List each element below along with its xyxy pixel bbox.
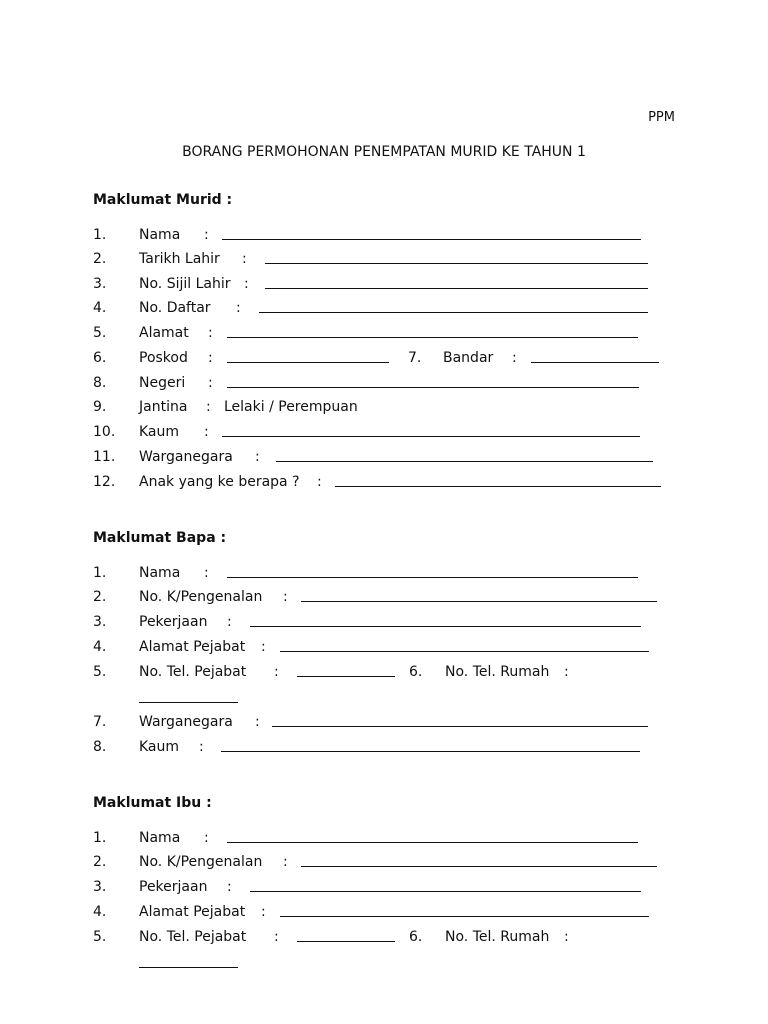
field-colon: : — [564, 929, 569, 945]
field-label: No. Tel. Pejabat — [139, 664, 247, 680]
ibu-kp-field[interactable] — [301, 852, 657, 867]
bapa-pekerjaan-field[interactable] — [250, 612, 641, 627]
field-colon: : — [317, 474, 322, 490]
ibu-tel-rumah-field[interactable] — [139, 953, 238, 968]
row-number-2: 7. — [408, 350, 422, 366]
field-colon: : — [512, 350, 517, 366]
field-label: Kaum — [139, 739, 180, 755]
field-label: Negeri — [139, 375, 186, 391]
bapa-alamat-pejabat-field[interactable] — [280, 637, 649, 652]
row-number-2: 6. — [409, 664, 423, 680]
field-colon: : — [274, 664, 279, 680]
row-number-2: 6. — [409, 929, 423, 945]
field-label: Jantina — [139, 399, 188, 415]
row-number: 11. — [93, 449, 116, 465]
bapa-warganegara-field[interactable] — [272, 712, 648, 727]
anak-ke-field[interactable] — [335, 472, 661, 487]
field-colon: : — [564, 664, 569, 680]
nama-field[interactable] — [222, 225, 641, 240]
sijil-lahir-field[interactable] — [265, 274, 648, 289]
field-label: Kaum — [139, 424, 180, 440]
section-heading-ibu: Maklumat Ibu : — [93, 795, 212, 811]
row-number: 10. — [93, 424, 116, 440]
field-label: Pekerjaan — [139, 879, 208, 895]
field-colon: : — [255, 714, 260, 730]
row-number: 3. — [93, 614, 107, 630]
section-heading-bapa: Maklumat Bapa : — [93, 530, 227, 546]
bapa-nama-field[interactable] — [227, 563, 638, 578]
row-number: 8. — [93, 375, 107, 391]
row-number: 5. — [93, 325, 107, 341]
field-label-2: Bandar — [443, 350, 494, 366]
field-label: Alamat — [139, 325, 189, 341]
row-number: 2. — [93, 589, 107, 605]
field-label: Nama — [139, 565, 181, 581]
field-label: Alamat Pejabat — [139, 639, 246, 655]
jantina-value[interactable]: Lelaki / Perempuan — [224, 399, 358, 415]
row-number: 2. — [93, 251, 107, 267]
field-colon: : — [236, 300, 241, 316]
field-colon: : — [255, 449, 260, 465]
ibu-nama-field[interactable] — [227, 828, 638, 843]
field-colon: : — [261, 639, 266, 655]
field-colon: : — [204, 565, 209, 581]
field-label: No. Tel. Pejabat — [139, 929, 247, 945]
row-number: 2. — [93, 854, 107, 870]
tarikh-lahir-field[interactable] — [265, 249, 648, 264]
bapa-kp-field[interactable] — [301, 587, 657, 602]
row-number: 6. — [93, 350, 107, 366]
row-number: 5. — [93, 929, 107, 945]
field-label: No. K/Pengenalan — [139, 854, 263, 870]
field-label-2: No. Tel. Rumah — [445, 929, 550, 945]
field-label: No. K/Pengenalan — [139, 589, 263, 605]
field-label: Warganegara — [139, 714, 233, 730]
field-colon: : — [227, 614, 232, 630]
field-label: Anak yang ke berapa ? — [139, 474, 300, 490]
row-number: 12. — [93, 474, 116, 490]
field-colon: : — [208, 350, 213, 366]
field-colon: : — [204, 830, 209, 846]
row-number: 1. — [93, 227, 107, 243]
field-colon: : — [204, 227, 209, 243]
field-colon: : — [274, 929, 279, 945]
bapa-tel-pejabat-field[interactable] — [297, 662, 395, 677]
field-colon: : — [199, 739, 204, 755]
field-label: Poskod — [139, 350, 188, 366]
field-colon: : — [208, 325, 213, 341]
field-colon: : — [244, 276, 249, 292]
row-number: 1. — [93, 830, 107, 846]
no-daftar-field[interactable] — [259, 298, 648, 313]
section-heading-murid: Maklumat Murid : — [93, 192, 233, 208]
bandar-field[interactable] — [531, 348, 659, 363]
field-label: Nama — [139, 830, 181, 846]
bapa-kaum-field[interactable] — [221, 737, 640, 752]
field-colon: : — [242, 251, 247, 267]
field-label: Warganegara — [139, 449, 233, 465]
bapa-tel-rumah-field[interactable] — [139, 688, 238, 703]
poskod-field[interactable] — [227, 348, 389, 363]
row-number: 4. — [93, 639, 107, 655]
ibu-pekerjaan-field[interactable] — [250, 877, 641, 892]
row-number: 5. — [93, 664, 107, 680]
negeri-field[interactable] — [227, 373, 639, 388]
field-label: No. Sijil Lahir — [139, 276, 231, 292]
field-colon: : — [204, 424, 209, 440]
row-number: 4. — [93, 904, 107, 920]
row-number: 7. — [93, 714, 107, 730]
field-label: Nama — [139, 227, 181, 243]
row-number: 9. — [93, 399, 107, 415]
field-colon: : — [283, 589, 288, 605]
ibu-tel-pejabat-field[interactable] — [297, 927, 395, 942]
row-number: 4. — [93, 300, 107, 316]
field-colon: : — [283, 854, 288, 870]
field-label: Tarikh Lahir — [139, 251, 220, 267]
field-label: Alamat Pejabat — [139, 904, 246, 920]
ibu-alamat-pejabat-field[interactable] — [280, 902, 649, 917]
field-colon: : — [208, 375, 213, 391]
field-label: Pekerjaan — [139, 614, 208, 630]
row-number: 3. — [93, 879, 107, 895]
row-number: 8. — [93, 739, 107, 755]
field-colon: : — [206, 399, 211, 415]
warganegara-field[interactable] — [276, 447, 653, 462]
field-label-2: No. Tel. Rumah — [445, 664, 550, 680]
form-code: PPM — [648, 110, 675, 125]
alamat-field[interactable] — [227, 323, 638, 338]
field-label: No. Daftar — [139, 300, 211, 316]
row-number: 3. — [93, 276, 107, 292]
field-colon: : — [227, 879, 232, 895]
kaum-field[interactable] — [222, 422, 640, 437]
row-number: 1. — [93, 565, 107, 581]
field-colon: : — [261, 904, 266, 920]
form-title: BORANG PERMOHONAN PENEMPATAN MURID KE TAHUN 1 — [182, 144, 586, 160]
